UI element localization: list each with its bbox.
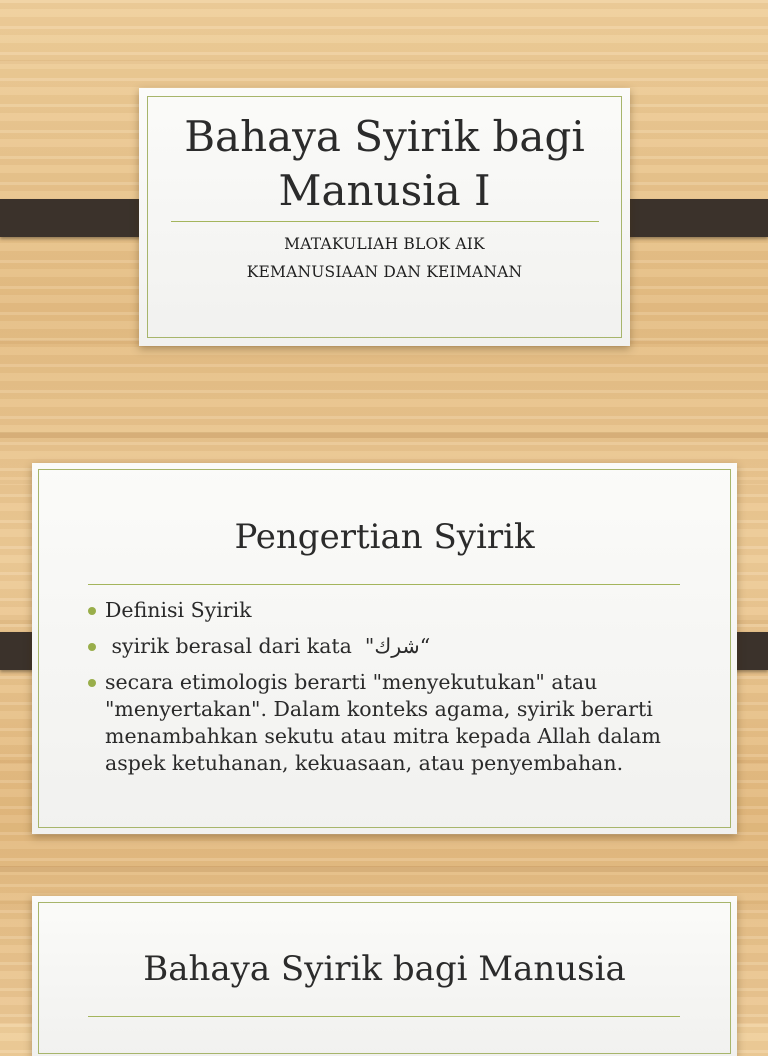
bullet-text: syirik berasal dari kata "شرك“ [105, 634, 431, 658]
subtitle-line-1: MATAKULIAH BLOK AIK [284, 235, 485, 253]
slide-strap-left [0, 199, 155, 237]
slide-strap-right [613, 199, 768, 237]
bullet-text: Definisi Syirik [105, 598, 252, 622]
subtitle-line-2: KEMANUSIAAN DAN KEIMANAN [246, 263, 523, 281]
title-divider [171, 221, 599, 222]
bullet-icon [88, 607, 96, 615]
wood-band [0, 432, 768, 438]
bullet-item [88, 597, 688, 624]
bullet-list [88, 597, 688, 786]
title-divider [88, 1016, 680, 1017]
content-slide-bahaya[interactable] [32, 896, 737, 1056]
bullet-icon [88, 679, 96, 687]
slide-title: Pengertian Syirik [234, 517, 535, 557]
content-slide-pengertian[interactable] [32, 463, 737, 834]
slide-title: Bahaya Syirik bagi Manusia [143, 949, 626, 989]
title-slide[interactable] [139, 88, 630, 346]
bullet-item [88, 633, 688, 660]
bullet-icon [88, 643, 96, 651]
bullet-text: secara etimologis berarti "menyekutukan" atau "menyertakan". Dalam konteks agama, syirik berarti menambahkan sekutu atau mitra kepada Allah dalam aspek ketuhanan, kekuasaan, atau penyembahan. [105, 670, 661, 775]
slide-title: Bahaya Syirik bagi Manusia I [184, 112, 585, 215]
wood-band [0, 866, 768, 872]
bullet-item [88, 669, 688, 777]
title-divider [88, 584, 680, 585]
